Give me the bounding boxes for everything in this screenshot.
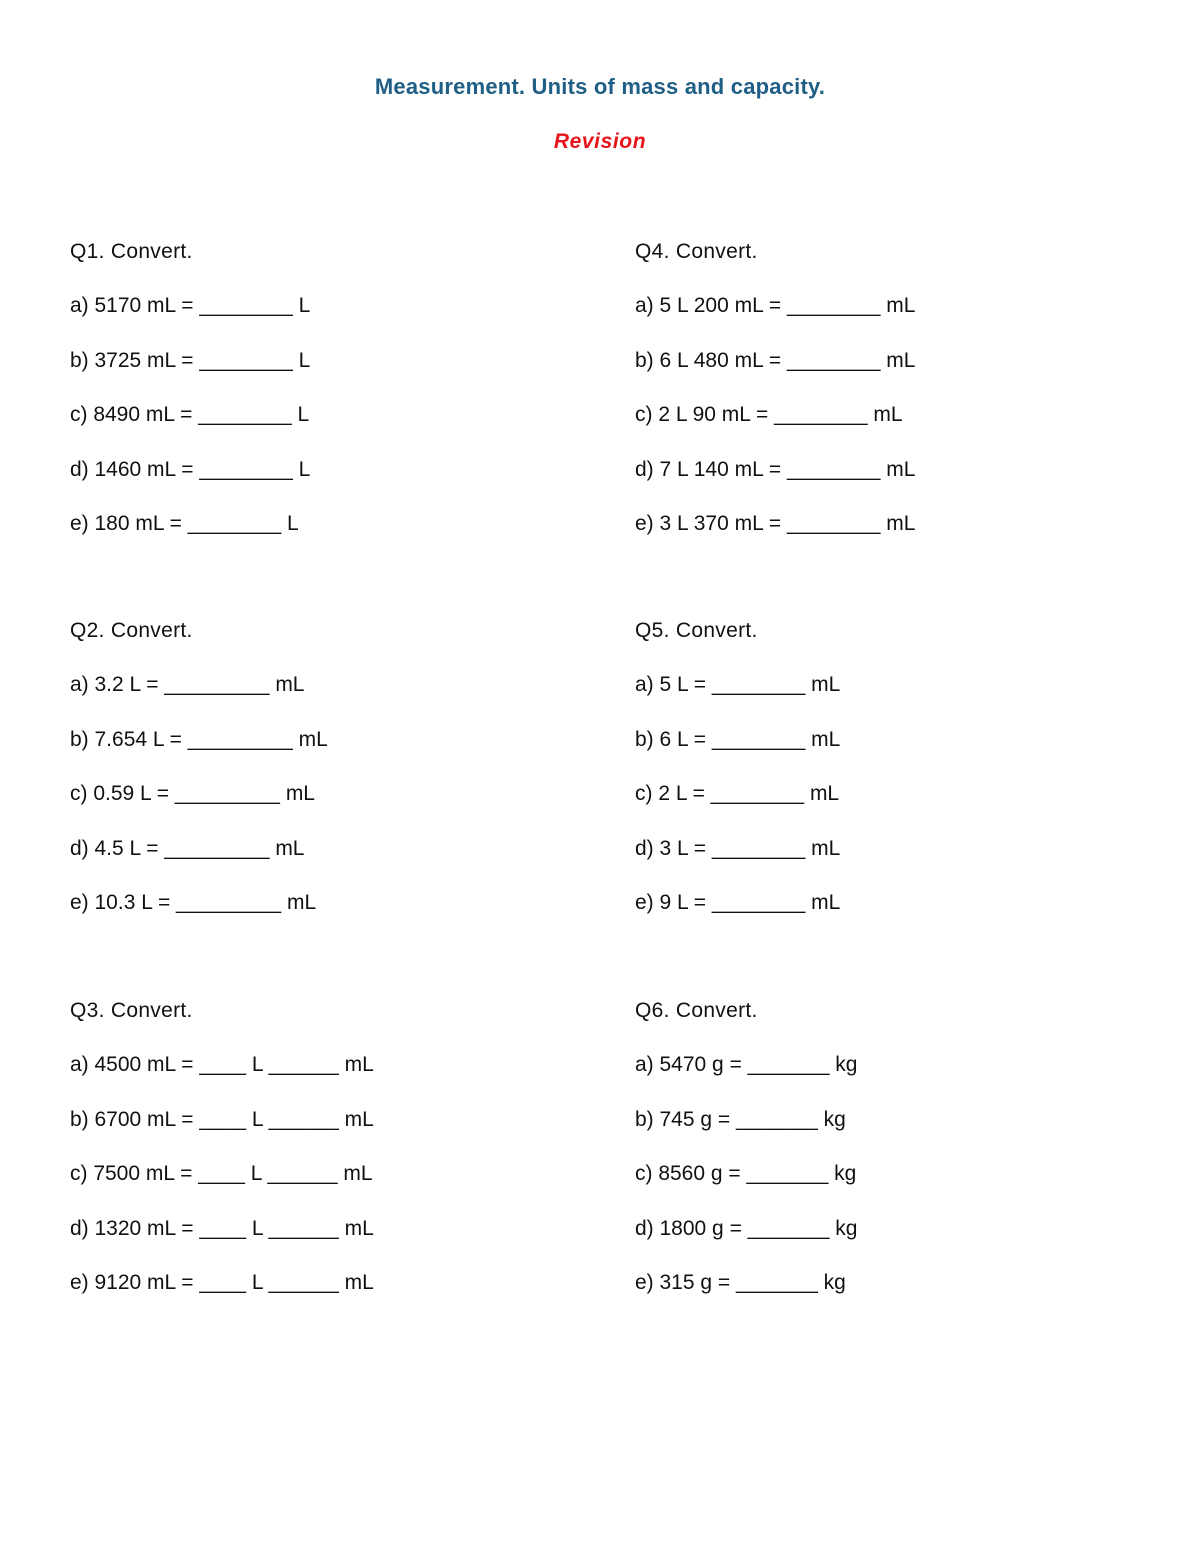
question-item: a) 5170 mL = ________ L <box>70 294 311 317</box>
question-item: d) 1800 g = _______ kg <box>635 1216 858 1240</box>
question-item: b) 7.654 L = _________ mL <box>70 727 328 751</box>
question-item: e) 3 L 370 mL = ________ mL <box>635 512 916 535</box>
question-item: b) 6 L 480 mL = ________ mL <box>635 348 916 372</box>
question-title: Q1. Convert. <box>70 240 193 263</box>
question-item: e) 315 g = _______ kg <box>635 1271 846 1294</box>
question-item: b) 3725 mL = ________ L <box>70 348 311 372</box>
question-4 <box>635 239 1155 566</box>
question-item: c) 2 L = ________ mL <box>635 782 840 805</box>
question-title: Q5. Convert. <box>635 619 758 642</box>
question-item: e) 180 mL = ________ L <box>70 512 299 535</box>
question-item: a) 5 L 200 mL = ________ mL <box>635 294 916 317</box>
question-item: e) 9 L = ________ mL <box>635 891 841 914</box>
question-title: Q3. Convert. <box>70 999 193 1022</box>
question-item: e) 10.3 L = _________ mL <box>70 891 317 914</box>
question-item: a) 3.2 L = _________ mL <box>70 673 305 696</box>
question-5 <box>635 618 1155 945</box>
question-item: c) 8560 g = _______ kg <box>635 1162 857 1185</box>
question-item: b) 6700 mL = ____ L ______ mL <box>70 1107 374 1131</box>
question-1 <box>70 239 590 566</box>
question-item: d) 4.5 L = _________ mL <box>70 836 305 860</box>
question-item: d) 1460 mL = ________ L <box>70 457 311 481</box>
question-item: d) 1320 mL = ____ L ______ mL <box>70 1216 374 1240</box>
question-item: c) 0.59 L = _________ mL <box>70 782 315 805</box>
question-item: b) 745 g = _______ kg <box>635 1107 846 1131</box>
question-item: d) 3 L = ________ mL <box>635 836 841 860</box>
page-subtitle: Revision <box>553 130 647 153</box>
question-title: Q6. Convert. <box>635 999 758 1022</box>
question-item: a) 5 L = ________ mL <box>635 673 841 696</box>
question-title: Q4. Convert. <box>635 240 758 263</box>
question-6 <box>635 998 1155 1325</box>
page-title: Measurement. Units of mass and capacity. <box>374 74 826 99</box>
question-item: c) 2 L 90 mL = ________ mL <box>635 403 903 426</box>
question-item: a) 4500 mL = ____ L ______ mL <box>70 1053 374 1076</box>
question-item: a) 5470 g = _______ kg <box>635 1053 858 1076</box>
question-item: c) 8490 mL = ________ L <box>70 403 310 426</box>
question-item: d) 7 L 140 mL = ________ mL <box>635 457 916 481</box>
question-item: b) 6 L = ________ mL <box>635 727 841 751</box>
question-item: c) 7500 mL = ____ L ______ mL <box>70 1162 373 1185</box>
question-title: Q2. Convert. <box>70 619 193 642</box>
question-2 <box>70 618 590 945</box>
question-3 <box>70 998 590 1325</box>
question-item: e) 9120 mL = ____ L ______ mL <box>70 1271 374 1294</box>
